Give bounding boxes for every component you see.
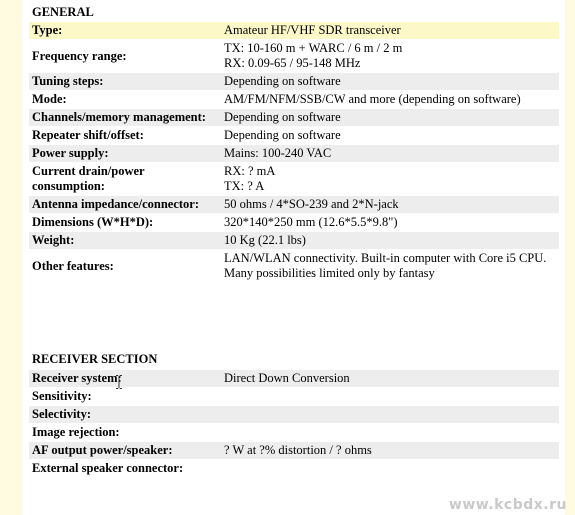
spec-row: [29, 250, 559, 283]
spec-value: 50 ohms / 4*SO-239 and 2*N-jack: [221, 196, 559, 214]
spec-row: [29, 145, 559, 163]
spec-value: AM/FM/NFM/SSB/CW and more (depending on software): [221, 91, 559, 109]
spec-value: ? W at ?% distortion / ? ohms: [221, 442, 559, 460]
spec-row: [29, 127, 559, 145]
spec-value: Depending on software: [221, 109, 559, 127]
spec-value: [221, 406, 559, 424]
spec-row: [29, 406, 559, 424]
spec-label: Current drain/power consumption:: [29, 163, 221, 196]
spec-label: Sensitivity:: [29, 388, 221, 406]
spec-label: Image rejection:: [29, 424, 221, 442]
text-cursor-icon: [116, 375, 122, 389]
spec-row: [29, 442, 559, 460]
spec-value: 10 Kg (22.1 lbs): [221, 232, 559, 250]
receiver-section-title: RECEIVER SECTION: [32, 352, 158, 366]
spec-label: Repeater shift/offset:: [29, 127, 221, 145]
spec-row: [29, 109, 559, 127]
spec-value: Direct Down Conversion: [221, 370, 559, 388]
spec-label: Tuning steps:: [29, 73, 221, 91]
spec-label: Weight:: [29, 232, 221, 250]
spec-row: [29, 388, 559, 406]
spec-value: Depending on software: [221, 73, 559, 91]
spec-value: Amateur HF/VHF SDR transceiver: [221, 22, 559, 40]
spec-row: [29, 214, 559, 232]
spec-row: [29, 232, 559, 250]
spec-label: Power supply:: [29, 145, 221, 163]
spec-value: LAN/WLAN connectivity. Built-in computer with Core i5 CPU. Many possibilities limited only by fantasy: [221, 250, 559, 283]
spec-label: AF output power/speaker:: [29, 442, 221, 460]
spec-label: Other features:: [29, 250, 221, 283]
receiver-spec-table: [29, 370, 559, 478]
spec-value: 320*140*250 mm (12.6*5.5*9.8"): [221, 214, 559, 232]
spec-row: [29, 91, 559, 109]
spec-row: [29, 196, 559, 214]
spec-row: [29, 370, 559, 388]
spec-value: Depending on software: [221, 127, 559, 145]
spec-label: Dimensions (W*H*D):: [29, 214, 221, 232]
spec-row: [29, 460, 559, 478]
general-spec-table: [29, 22, 559, 283]
spec-value: [221, 388, 559, 406]
spec-label: Selectivity:: [29, 406, 221, 424]
spec-row: [29, 40, 559, 73]
spec-label: External speaker connector:: [29, 460, 221, 478]
spec-value: RX: ? mA TX: ? A: [221, 163, 559, 196]
spec-value: Mains: 100-240 VAC: [221, 145, 559, 163]
spec-value: TX: 10-160 m + WARC / 6 m / 2 m RX: 0.09-65 / 95-148 MHz: [221, 40, 559, 73]
spec-label: Receiver system:: [29, 370, 221, 388]
spec-label: Type:: [29, 22, 221, 40]
spec-value: [221, 460, 559, 478]
general-section-title: GENERAL: [32, 5, 94, 19]
spec-label: Channels/memory management:: [29, 109, 221, 127]
spec-value: [221, 424, 559, 442]
site-watermark: www.kcbdx.ru: [448, 497, 567, 513]
spec-row: [29, 22, 559, 40]
spec-label: Mode:: [29, 91, 221, 109]
spec-row: [29, 424, 559, 442]
spec-row: [29, 163, 559, 196]
spec-label: Frequency range:: [29, 40, 221, 73]
spec-label: Antenna impedance/connector:: [29, 196, 221, 214]
spec-row: [29, 73, 559, 91]
